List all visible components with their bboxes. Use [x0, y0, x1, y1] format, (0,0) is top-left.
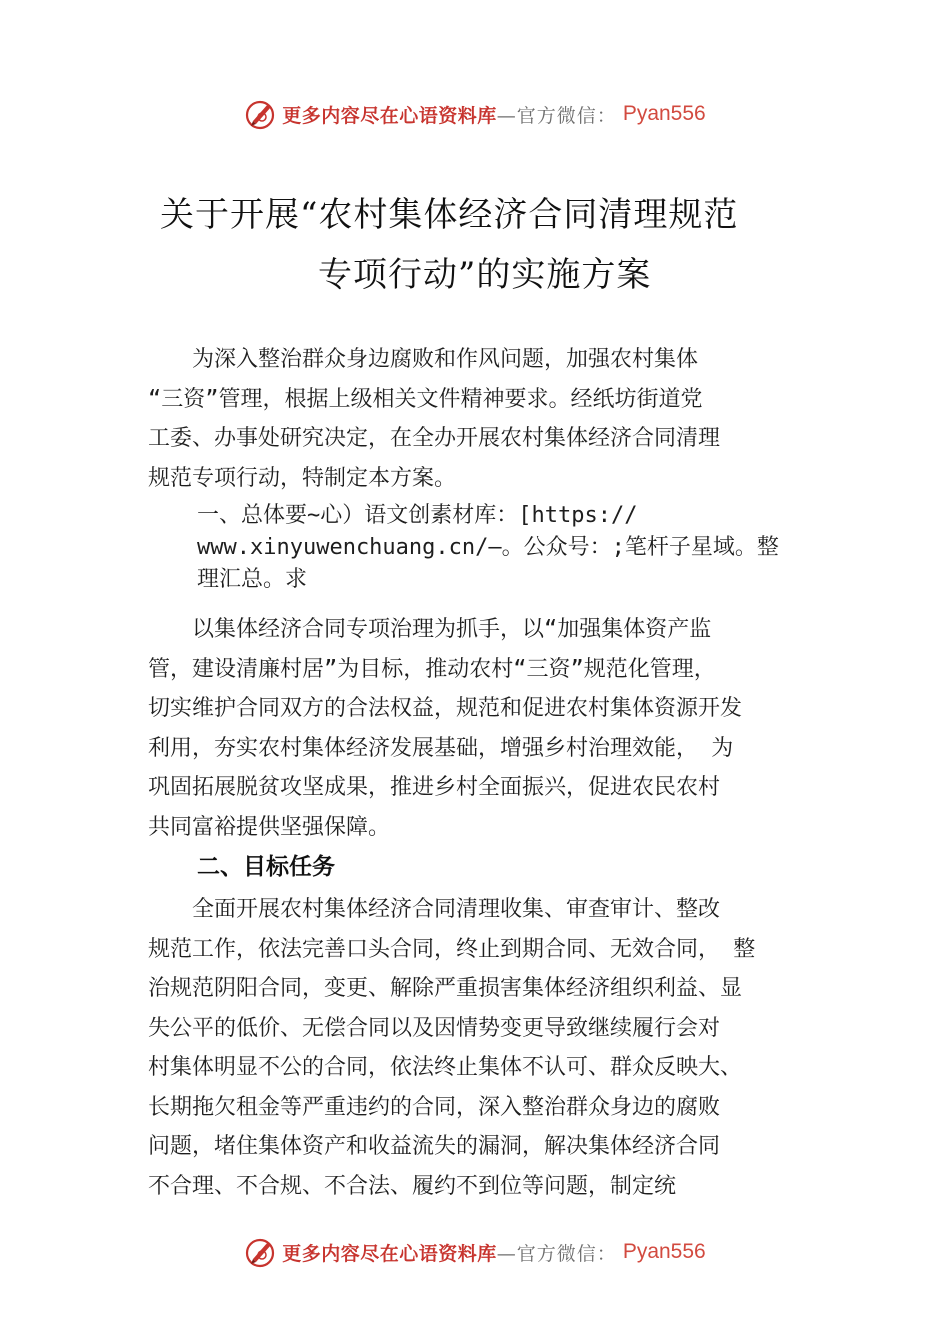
doc-title-line2: 专项行动”的实施方案	[318, 255, 652, 295]
section2-heading: 二、目标任务	[197, 854, 335, 880]
banner-wechat-id: Pyan556	[622, 1240, 706, 1263]
text-line: 规范工作，依法完善口头合同，终止到期合同、无效合同， 整	[148, 936, 756, 962]
text-line: 理汇总。求	[197, 567, 308, 592]
footer-banner	[0, 1232, 950, 1272]
header-banner	[0, 94, 950, 134]
text-line: 利用，夯实农村集体经济发展基础，增强乡村治理效能， 为	[148, 735, 734, 761]
body1-paragraph	[148, 610, 828, 847]
banner-sub-text: —官方微信：	[496, 104, 617, 127]
text-line: 长期拖欠租金等严重违约的合同，深入整治群众身边的腐败	[148, 1094, 721, 1120]
banner-main-text: 更多内容尽在心语资料库	[282, 104, 497, 127]
text-line: 共同富裕提供坚强保障。	[148, 814, 391, 840]
text-line: www.xinyuwenchuang.cn/—。公众号：;笔杆子星域。整	[197, 535, 779, 560]
text-line: 全面开展农村集体经济合同清理收集、审查审计、整改	[148, 897, 721, 922]
pen-logo-icon	[244, 1235, 278, 1269]
banner-wechat-id: Pyan556	[622, 102, 706, 125]
text-line: 问题，堵住集体资产和收益流失的漏洞，解决集体经济合同	[148, 1134, 721, 1159]
text-line: 切实维护合同双方的合法权益，规范和促进农村集体资源开发	[148, 696, 743, 721]
text-line: 以集体经济合同专项治理为抓手，以“加强集体资产监	[148, 617, 712, 642]
text-line: 为深入整治群众身边腐败和作风问题，加强农村集体	[148, 347, 699, 372]
body2-paragraph	[148, 890, 828, 1206]
text-line: 一、总体要~心）语文创素材库：[https://	[197, 503, 638, 528]
text-line: 失公平的低价、无偿合同以及因情势变更导致继续履行会对	[148, 1015, 721, 1041]
doc-title-line1: 关于开展“农村集体经济合同清理规范	[160, 195, 739, 235]
section1-heading	[197, 500, 837, 596]
text-line: 工委、办事处研究决定，在全办开展农村集体经济合同清理	[148, 426, 721, 451]
banner-sub-text: —官方微信：	[496, 1242, 617, 1265]
banner-main-text: 更多内容尽在心语资料库	[282, 1242, 497, 1265]
text-line: 规范专项行动，特制定本方案。	[148, 465, 457, 491]
pen-logo-icon	[244, 97, 278, 131]
intro-paragraph	[148, 340, 828, 498]
text-line: 治规范阴阳合同，变更、解除严重损害集体经济组织利益、显	[148, 976, 743, 1001]
text-line: 不合理、不合规、不合法、履约不到位等问题，制定统	[148, 1173, 677, 1199]
text-line: 管，建设清廉村居”为目标，推动农村“三资”规范化管理，	[148, 656, 716, 682]
text-line: 村集体明显不公的合同，依法终止集体不认可、群众反映大、	[148, 1055, 743, 1080]
text-line: “三资”管理，根据上级相关文件精神要求。经纸坊街道党	[148, 386, 703, 412]
text-line: 巩固拓展脱贫攻坚成果，推进乡村全面振兴，促进农民农村	[148, 775, 721, 800]
